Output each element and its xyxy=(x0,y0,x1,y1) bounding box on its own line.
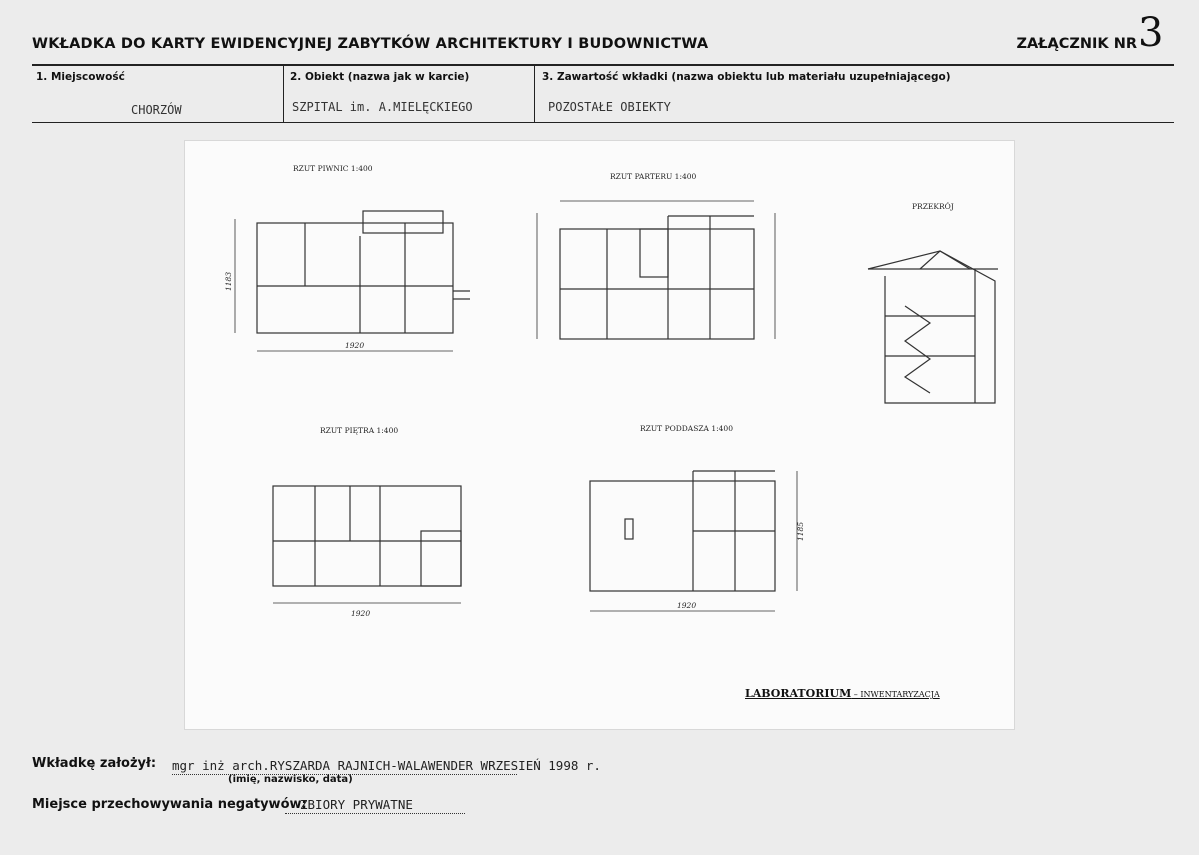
field-divider-2 xyxy=(534,66,535,122)
fields-rule xyxy=(32,122,1174,123)
content-value: POZOSTAŁE OBIEKTY xyxy=(548,100,671,114)
floor-plan xyxy=(273,486,461,603)
floor-plans-svg xyxy=(185,141,1014,729)
attic-height-dim: 1185 xyxy=(796,521,805,541)
object-label: 2. Obiekt (nazwa jak w karcie) xyxy=(290,71,470,83)
floor-width-dim: 1920 xyxy=(351,609,371,618)
attic-plan-title: RZUT PODDASZA 1:400 xyxy=(640,424,733,433)
basement-width-dim: 1920 xyxy=(345,341,365,350)
laboratory-main: LABORATORIUM xyxy=(745,687,852,700)
locality-value: CHORZÓW xyxy=(131,103,182,117)
ground-plan-title: RZUT PARTERU 1:400 xyxy=(610,172,697,181)
attic-width-dim: 1920 xyxy=(677,601,697,610)
storage-value: ZBIORY PRYWATNE xyxy=(300,797,413,812)
section-drawing xyxy=(868,251,998,403)
annex-number: 3 xyxy=(1138,10,1164,56)
header-rule xyxy=(32,64,1174,66)
annex-label: ZAŁĄCZNIK NR xyxy=(1016,36,1137,52)
storage-label: Miejsce przechowywania negatywów: xyxy=(32,797,307,812)
attic-plan xyxy=(590,471,797,611)
created-by-value: mgr inż arch.RYSZARDA RAJNICH-WALAWENDER WRZESIEŃ 1998 r. xyxy=(172,758,601,773)
locality-label: 1. Miejscowość xyxy=(36,71,125,83)
floor-plan-title: RZUT PIĘTRA 1:400 xyxy=(320,426,399,435)
content-label: 3. Zawartość wkładki (nazwa obiektu lub materiału uzupełniającego) xyxy=(542,71,951,83)
ground-plan xyxy=(537,201,775,339)
basement-height-dim: 1183 xyxy=(224,271,233,291)
object-value: SZPITAL im. A.MIELĘCKIEGO xyxy=(292,100,473,114)
section-title: PRZEKRÓJ xyxy=(912,202,954,211)
storage-dotline xyxy=(285,813,465,814)
created-by-label: Wkładkę założył: xyxy=(32,756,157,771)
architectural-drawing xyxy=(184,140,1015,730)
basement-plan xyxy=(235,211,470,351)
created-by-hint: (imię, nazwisko, data) xyxy=(228,774,353,785)
basement-plan-title: RZUT PIWNIC 1:400 xyxy=(293,164,373,173)
field-divider-1 xyxy=(283,66,284,122)
laboratory-stamp xyxy=(745,687,940,700)
laboratory-sub: – INWENTARYZACJA xyxy=(851,690,940,699)
card-title: WKŁADKA DO KARTY EWIDENCYJNEJ ZABYTKÓW ARCHITEKTURY I BUDOWNICTWA xyxy=(32,36,709,52)
